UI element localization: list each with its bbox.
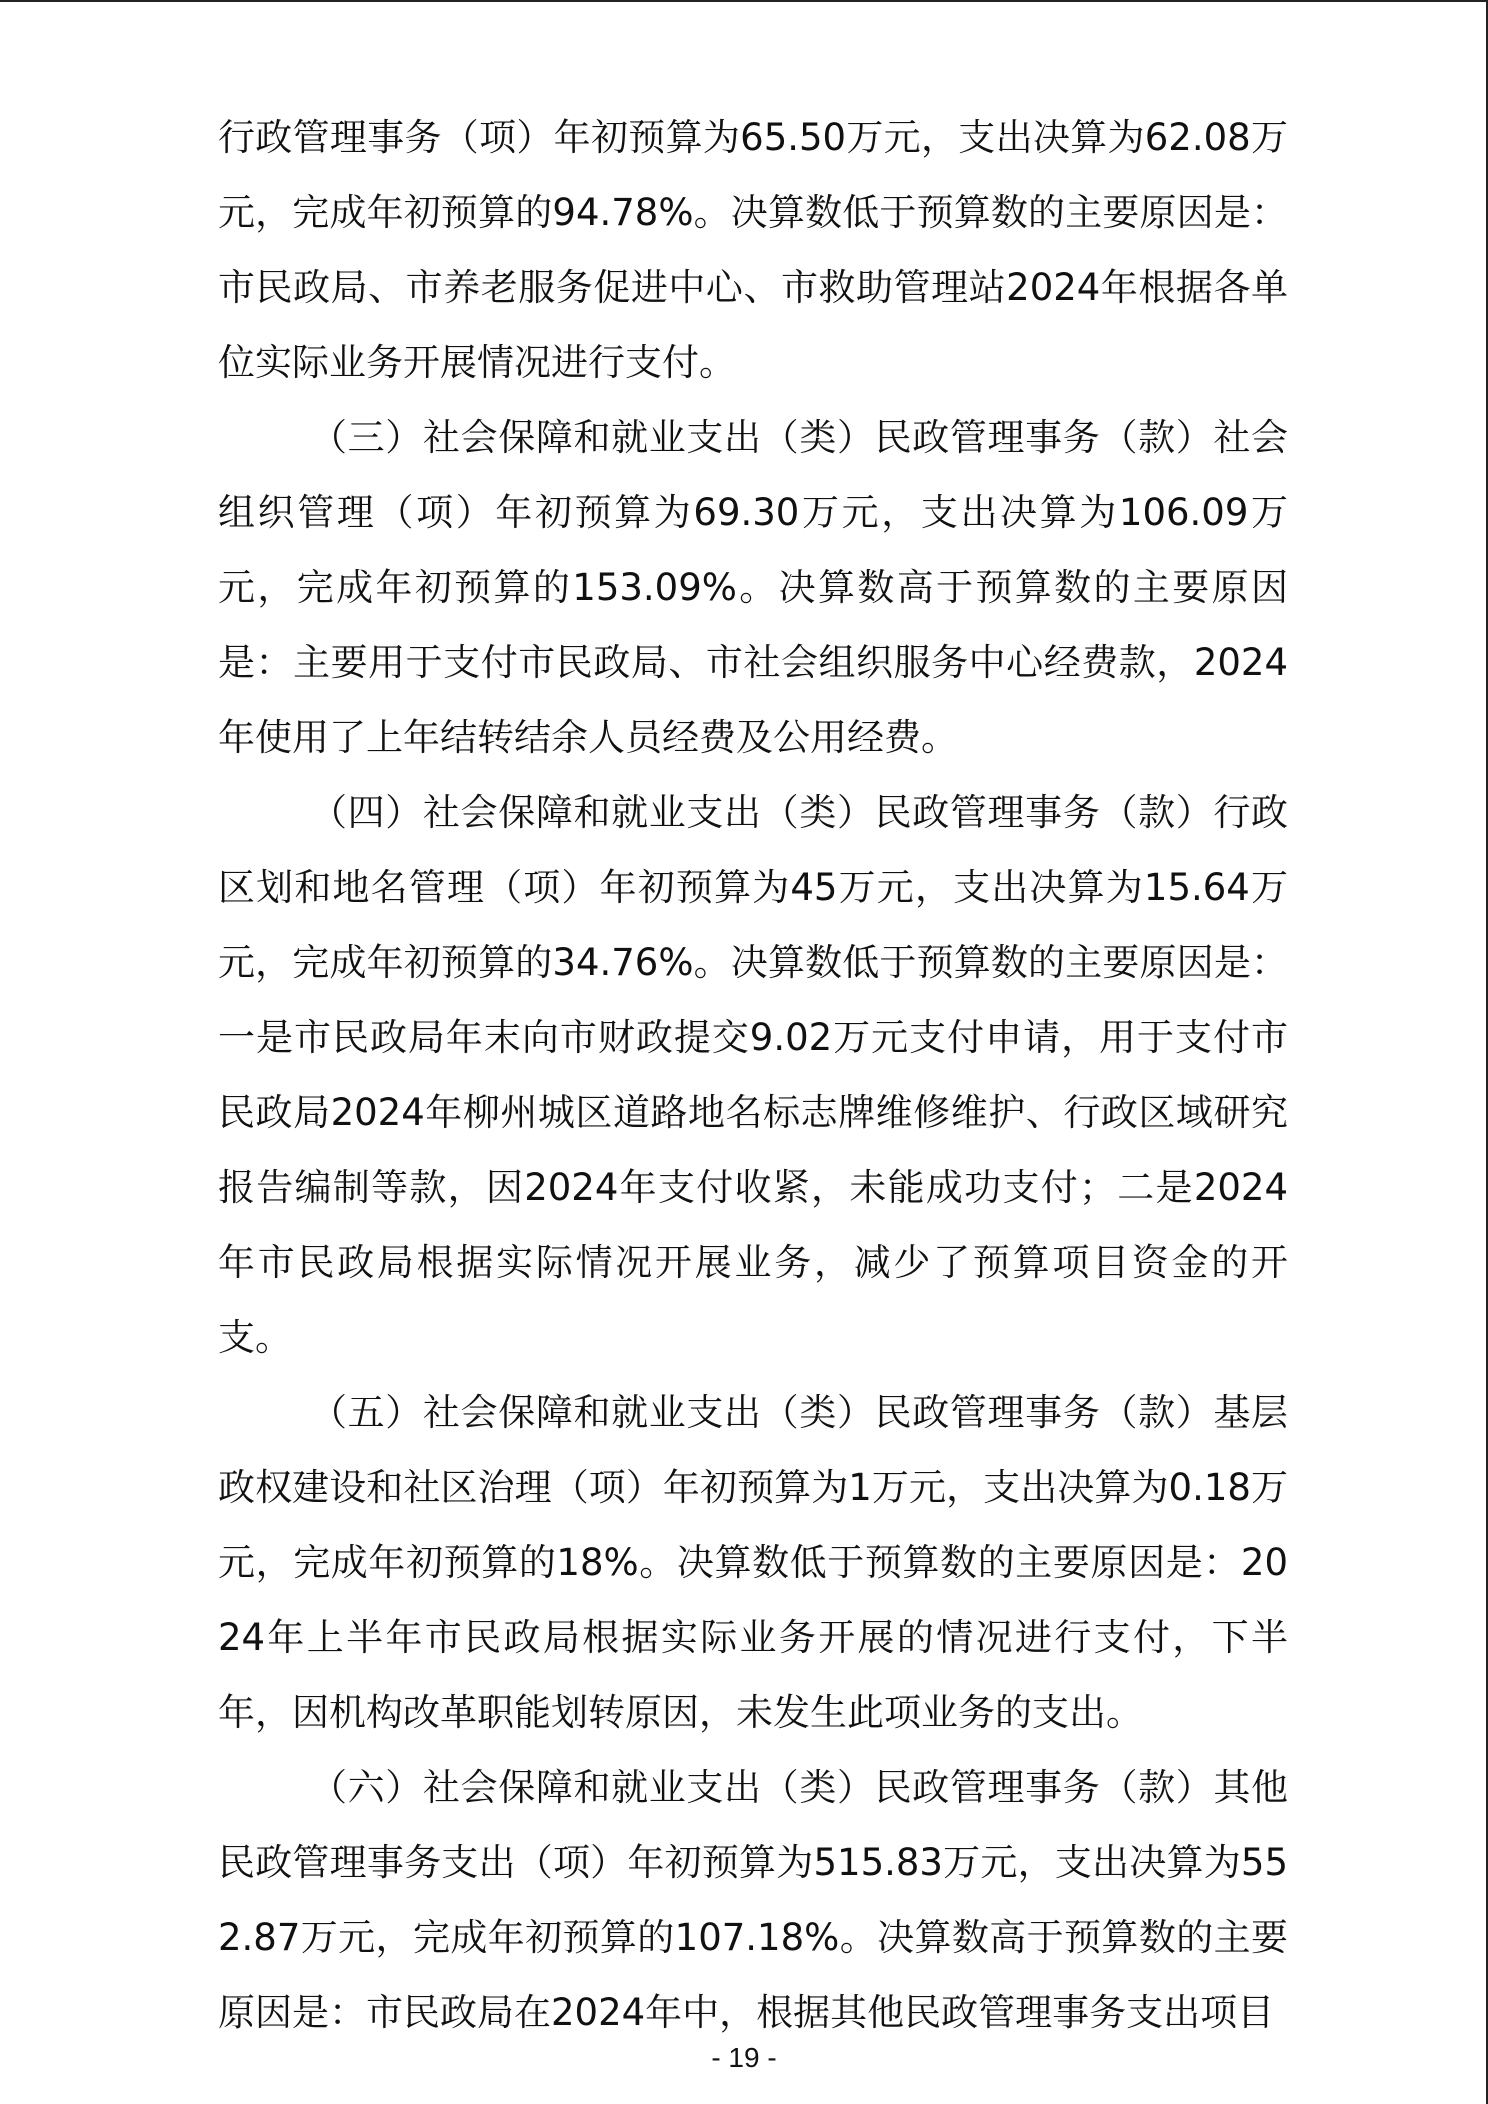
paragraph-section-4: （四）社会保障和就业支出（类）民政管理事务（款）行政区划和地名管理（项）年初预算为45万元，支出决算为15.64万元，完成年初预算的34.76%。决算数低于预算数的主要原因是：一是市民政局年末向市财政提交9.02万元支付申请，用于支付市民政局2024年柳州城区道路地名标志牌维修维护、行政区域研究报告编制等款，因2024年支付收紧，未能成功支付；二是2024年市民政局根据实际情况开展业务，减少了预算项目资金的开支。 bbox=[218, 791, 1288, 1359]
page-number: - 19 - bbox=[711, 2042, 777, 2073]
paragraph-section-5: （五）社会保障和就业支出（类）民政管理事务（款）基层政权建设和社区治理（项）年初预算为1万元，支出决算为0.18万元，完成年初预算的18%。决算数低于预算数的主要原因是：2024年上半年市民政局根据实际业务开展的情况进行支付，下半年，因机构改革职能划转原因，未发生此项业务的支出。 bbox=[218, 1391, 1288, 1734]
paragraph-section-3: （三）社会保障和就业支出（类）民政管理事务（款）社会组织管理（项）年初预算为69.30万元，支出决算为106.09万元，完成年初预算的153.09%。决算数高于预算数的主要原因是：主要用于支付市民政局、市社会组织服务中心经费款，2024年使用了上年结转结余人员经费及公用经费。 bbox=[218, 416, 1288, 759]
document-body bbox=[218, 100, 1288, 2050]
paragraph-continued: 行政管理事务（项）年初预算为65.50万元，支出决算为62.08万元，完成年初预算的94.78%。决算数低于预算数的主要原因是：市民政局、市养老服务促进中心、市救助管理站2024年根据各单位实际业务开展情况进行支付。 bbox=[218, 116, 1288, 384]
paragraph-section-6: （六）社会保障和就业支出（类）民政管理事务（款）其他民政管理事务支出（项）年初预算为515.83万元，支出决算为552.87万元，完成年初预算的107.18%。决算数高于预算数的主要原因是：市民政局在2024年中，根据其他民政管理事务支出项目 bbox=[218, 1766, 1288, 2034]
page-top-border bbox=[0, 0, 1488, 2]
